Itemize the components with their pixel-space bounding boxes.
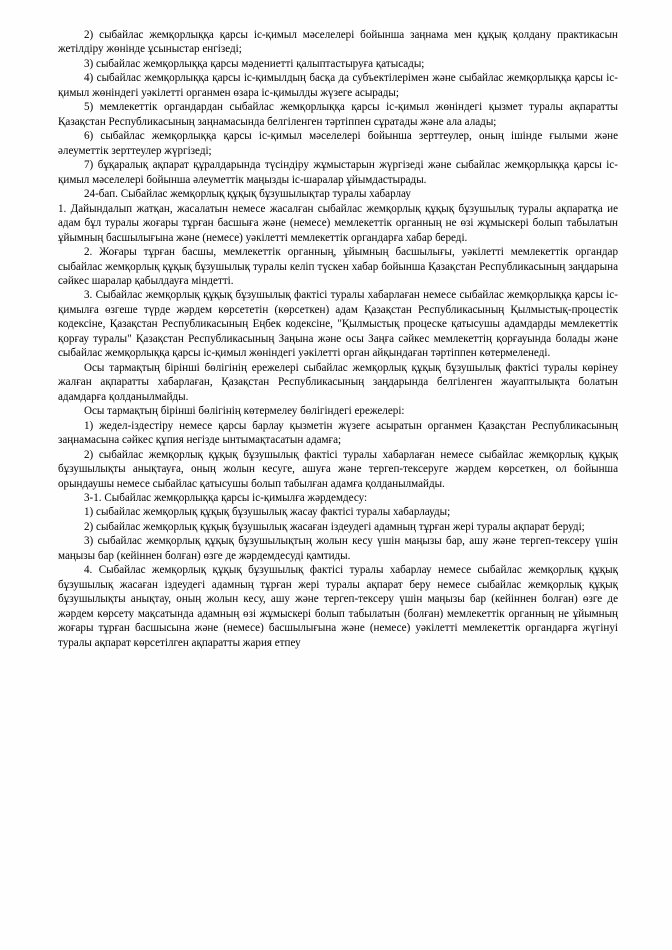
paragraph: 7) бұқаралық ақпарат құралдарында түсіндіру жұмыстарын жүргізеді және сыбайлас жемқорлыққа қарсы іс-қимыл мәселелері бойынша әлеуметтік маңызды іс-шаралар ұйымдастырады.: [58, 159, 618, 186]
paragraph: Осы тармақтың бірінші бөлігінің ережелері сыбайлас жемқорлық құқық бұзушылық фактісі туралы көрінеу жалған ақпаратты хабарлаған, Қазақстан Республикасының заңдарында белгіленген жауаптылықта болатын адамдарға қолданылмайды.: [58, 361, 618, 403]
paragraph: 2) сыбайлас жемқорлыққа қарсы іс-қимыл мәселелері бойынша заңнама мен құқық қолдану практикасын жетілдіру жөнінде ұсыныстар енгізеді;: [58, 29, 618, 56]
article-heading: 1. Дайындалып жатқан, жасалатын немесе жасалған сыбайлас жемқорлық құқық бұзушылық туралы ақпаратқа ие адам бұл туралы жоғары тұрған басшыға және (немесе) мемлекеттік органның не өзі жұмыскері болып табылатын ұйымның басшылығына және (немесе) уәкілетті мемлекеттік органдарға хабар береді.: [58, 202, 618, 244]
paragraph: 3-1. Сыбайлас жемқорлыққа қарсы іс-қимылға жәрдемдесу:: [84, 492, 368, 504]
paragraph: 24-бап. Сыбайлас жемқорлық құқық бұзушылықтар туралы хабарлау: [84, 188, 411, 201]
paragraph: 6) сыбайлас жемқорлыққа қарсы іс-қимыл мәселелері бойынша зерттеулер, оның ішінде ғылыми және әлеуметтік зерттеулер жүргізеді;: [58, 130, 618, 157]
paragraph: 4. Сыбайлас жемқорлық құқық бұзушылық фактісі туралы хабарлау немесе сыбайлас жемқорлық құқық бұзушылық жасаған іздеудегі адамның тұрған жері туралы ақпарат беру немесе сыбайлас жемқорлық құқық бұзушылықты анықтау, оның жолын кесу, ашу және тергеп-тексеру үшін маңызы бар (кейіннен болған) өзге де жәрдем көрсету мақсатында адамның өзі жұмыскері болып табылатын (болған) мемлекеттік органның не ұйымның жоғары тұрған басшысына және (немесе) басшылығына және (немесе) уәкілетті мемлекеттік органдарға жүгінуі туралы ақпарат көрсетілген ақпаратты жария етпеу: [58, 564, 618, 649]
paragraph: 2) сыбайлас жемқорлық құқық бұзушылық жасаған іздеудегі адамның тұрған жері туралы ақпарат беруді;: [84, 520, 585, 533]
paragraph: 3) сыбайлас жемқорлыққа қарсы мәдениетті қалыптастыруға қатысады;: [84, 57, 425, 70]
paragraph: 5) мемлекеттік органдардан сыбайлас жемқорлыққа қарсы іс-қимыл жөніндегі қызмет туралы ақпаратты Қазақстан Республикасының заңнамасында белгіленген тәртіппен сұратады және ала алады;: [58, 101, 618, 128]
paragraph: 3) сыбайлас жемқорлық құқық бұзушылықтың жолын кесу үшін маңызы бар, ашу және тергеп-тексеру үшін маңызы бар (кейіннен болған) өзге де жәрдемдесуді қамтиды.: [58, 535, 618, 562]
paragraph: 4) сыбайлас жемқорлыққа қарсы іс-қимылдың басқа да субъектілерімен және сыбайлас жемқорлыққа қарсы іс-қимыл жөніндегі уәкілетті органмен өзара іс-қимылды жүзеге асырады;: [58, 72, 618, 99]
document-body: [58, 28, 618, 650]
paragraph: Осы тармақтың бірінші бөлігінің көтермелеу бөлігіндегі ережелері:: [84, 405, 405, 418]
paragraph: 3. Сыбайлас жемқорлық құқық бұзушылық фактісі туралы хабарлаған немесе сыбайлас жемқорлыққа қарсы іс-қимылға өзгеше түрде жәрдем көрсететін (көрсеткен) адам Қазақстан Республикасының Қылмыстық-процестік кодексіне, Қазақстан Республикасының Еңбек кодексіне, "Қылмыстық процеске қатысушы адамдарды мемлекеттік қорғау туралы" Қазақстан Республикасының Заңына және осы Заңға сәйкес мемлекеттің қорғауында болады және сыбайлас жемқорлыққа қарсы іс-қимыл жөніндегі уәкілетті орган айқындаған тәртіппен көтермеленеді.: [58, 289, 618, 360]
paragraph: 2) сыбайлас жемқорлық құқық бұзушылық фактісі туралы хабарлаған немесе сыбайлас жемқорлық құқық бұзушылықты анықтауға, оның жолын кесуге, ашуға және тергеп-тексеруге жәрдем көрсеткен, ол бойынша орындаушы немесе сыбайлас қатысушы болып табылған адамға қолданылмайды.: [58, 448, 618, 490]
paragraph: 1) сыбайлас жемқорлық құқық бұзушылық жасау фактісі туралы хабарлауды;: [84, 506, 451, 519]
paragraph: 2. Жоғары тұрған басшы, мемлекеттік органның, ұйымның басшылығы, уәкілетті мемлекеттік органдар сыбайлас жемқорлық құқық бұзушылық туралы келіп түскен хабар бойынша Қазақстан Республикасының заңдарына сәйкес шаралар қабылдауға міндетті.: [58, 246, 618, 287]
paragraph: 1) жедел-іздестіру немесе қарсы барлау қызметін жүзеге асыратын органмен Қазақстан Республикасының заңнамасына сәйкес құпия негізде ынтымақтасатын адамға;: [58, 419, 618, 447]
